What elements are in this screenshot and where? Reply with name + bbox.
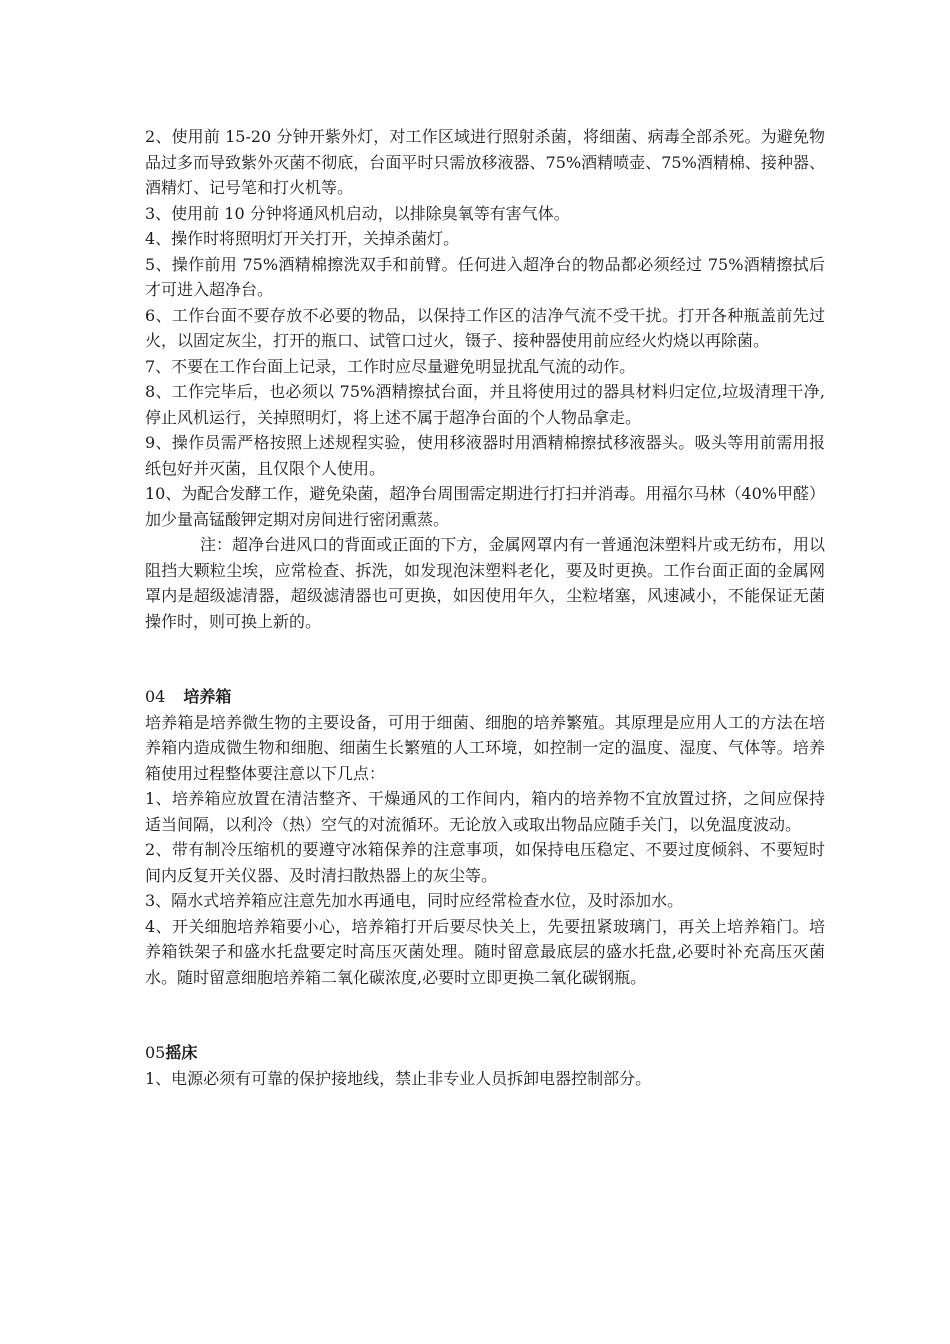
hood-item-8: 8、工作完毕后，也必须以 75%酒精擦拭台面，并且将使用过的器具材料归定位,垃圾清理干净,停止风机运行，关掉照明灯，将上述不属于超净台面的个人物品拿走。 [145, 382, 825, 427]
hood-item-6: 6、工作台面不要存放不必要的物品，以保持工作区的洁净气流不受干扰。打开各种瓶盖前先过火，以固定灰尘，打开的瓶口、试管口过火，镊子、接种器使用前应经火灼烧以再除菌。 [145, 305, 825, 350]
shaker-heading [145, 1040, 825, 1066]
incubator-intro: 培养箱是培养微生物的主要设备，可用于细菌、细胞的培养繁殖。其原理是应用人工的方法在培养箱内造成微生物和细胞、细菌生长繁殖的人工环境，如控制一定的温度、湿度、气体等。培养箱使用过程整体要注意以下几点： [145, 712, 825, 783]
hood-item-7: 7、不要在工作台面上记录，工作时应尽量避免明显扰乱气流的动作。 [145, 356, 636, 376]
shaker-section-number: 05 [145, 1043, 166, 1062]
incubator-item-2: 2、带有制冷压缩机的要遵守冰箱保养的注意事项，如保持电压稳定、不要过度倾斜、不要短时间内反复开关仪器、及时清扫散热器上的灰尘等。 [145, 840, 825, 885]
document-body [145, 124, 825, 1091]
hood-item-4: 4、操作时将照明灯开关打开，关掉杀菌灯。 [145, 229, 460, 248]
shaker-item-1: 1、电源必须有可靠的保护接地线，禁止非专业人员拆卸电器控制部分。 [145, 1068, 652, 1088]
hood-item-9: 9、操作员需严格按照上述规程实验，使用移液器时用酒精棉擦拭移液器头。吸头等用前需用报纸包好并灭菌，且仅限个人使用。 [145, 433, 825, 478]
incubator-heading [145, 684, 825, 710]
incubator-item-4: 4、开关细胞培养箱要小心，培养箱打开后要尽快关上，先要扭紧玻璃门，再关上培养箱门。培养箱铁架子和盛水托盘要定时高压灭菌处理。随时留意最底层的盛水托盘,必要时补充高压灭菌水。随时留意细胞培养箱二氧化碳浓度,必要时立即更换二氧化碳钢瓶。 [145, 916, 825, 987]
section-spacer [145, 634, 825, 684]
incubator-section-title: 培养箱 [183, 687, 232, 706]
hood-item-10: 10、为配合发酵工作，避免染菌，超净台周围需定期进行打扫并消毒。用福尔马林（40%甲醛）加少量高锰酸钾定期对房间进行密闭熏蒸。 [145, 484, 825, 529]
hood-item-3: 3、使用前 10 分钟将通风机启动，以排除臭氧等有害气体。 [145, 203, 570, 223]
incubator-section-number: 04 [145, 687, 166, 706]
incubator-item-1: 1、培养箱应放置在清洁整齐、干燥通风的工作间内，箱内的培养物不宜放置过挤，之间应保持适当间隔，以利冷（热）空气的对流循环。无论放入或取出物品应随手关门，以免温度波动。 [145, 789, 825, 834]
incubator-item-3: 3、隔水式培养箱应注意先加水再通电，同时应经常检查水位，及时添加水。 [145, 891, 684, 910]
section-spacer [145, 990, 825, 1040]
hood-item-5: 5、操作前用 75%酒精棉擦洗双手和前臂。任何进入超净台的物品都必须经过 75%酒精擦拭后才可进入超净台。 [145, 254, 825, 299]
shaker-section-title: 摇床 [165, 1043, 198, 1062]
hood-item-2: 2、使用前 15-20 分钟开紫外灯，对工作区域进行照射杀菌，将细菌、病毒全部杀死。为避免物品过多而导致紫外灭菌不彻底，台面平时只需放移液器、75%酒精喷壶、75%酒精棉、接种器、酒精灯、记号笔和打火机等。 [145, 127, 825, 197]
hood-note: 注：超净台进风口的背面或正面的下方，金属网罩内有一普通泡沫塑料片或无纺布，用以阻挡大颗粒尘埃，应常检查、拆洗，如发现泡沫塑料老化，要及时更换。工作台面正面的金属网罩内是超级滤清器，超级滤清器也可更换，如因使用年久，尘粒堵塞，风速减小，不能保证无菌操作时，则可换上新的。 [145, 535, 825, 631]
